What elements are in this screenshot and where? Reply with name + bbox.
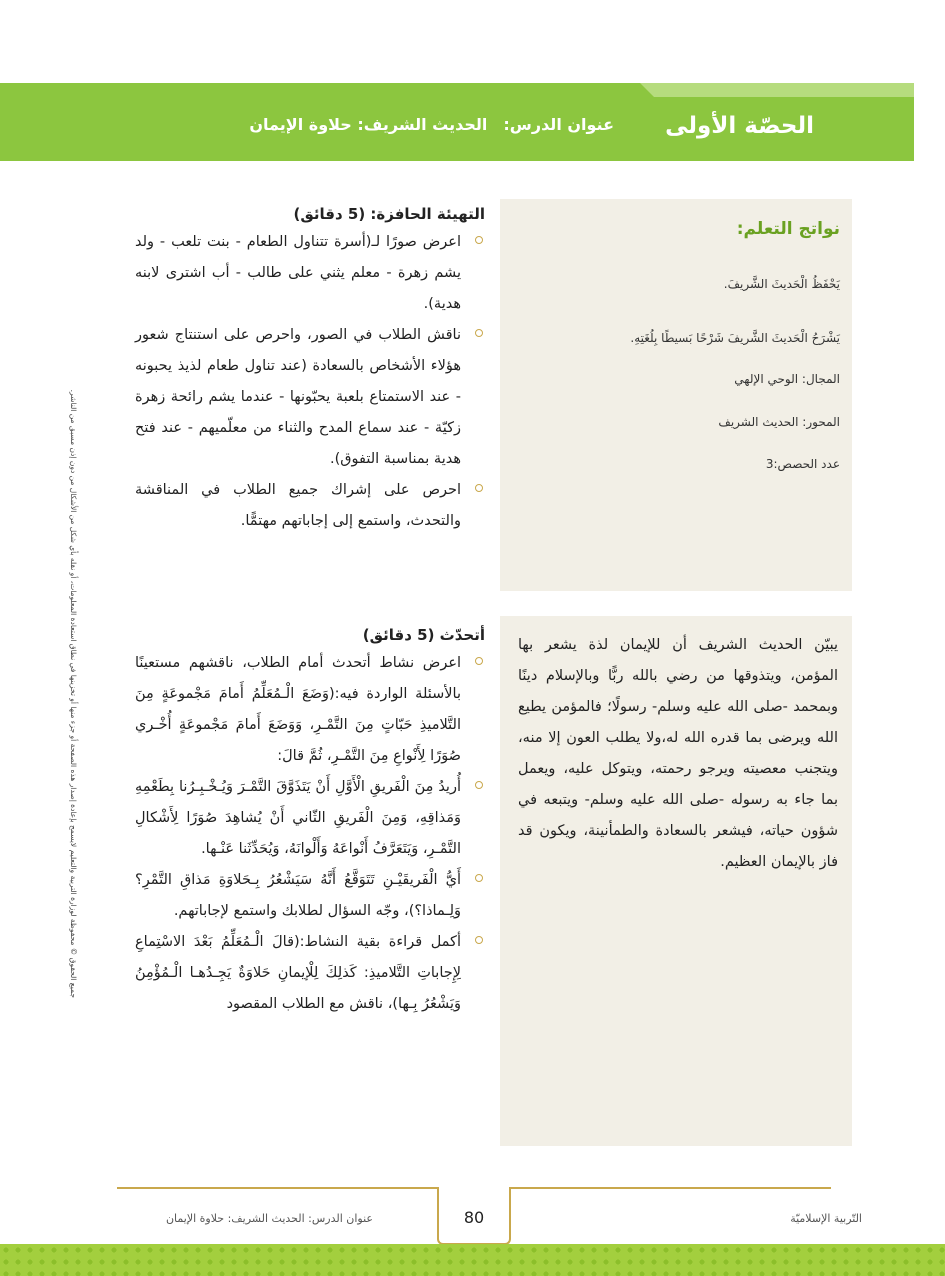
talk-list [135, 648, 485, 1020]
header-lesson [249, 115, 614, 134]
list-item [135, 227, 485, 320]
warmup-title [135, 205, 485, 223]
lesson-label: عنوان الدرس: [503, 115, 614, 134]
summary-panel [500, 616, 852, 1146]
list-item [135, 865, 485, 927]
talk-title [135, 626, 485, 644]
list-item [135, 927, 485, 1020]
list-item-text: أكمل قراءة بقية النشاط:(قالَ الْـمُعَلِّمُ بَعْدَ الاسْتِماعِ لِإِجاباتِ التَّلاميذِ: كَذلِكَ لِلْإيمانِ حَلاوَةٌ يَجِـدُهـا الْـمُؤْمِنُ وَيَشْعُرُ بِـها)، ناقش مع الطلاب المقصود [135, 934, 461, 1012]
header-notch [654, 83, 914, 97]
warmup-list [135, 227, 485, 537]
outcome-axis: المحور: الحديث الشريف [718, 415, 840, 429]
footer-lesson-title: الحديث الشريف: حلاوة الإيمان [165, 1212, 305, 1225]
talk-heading: أتحدّث [439, 626, 485, 644]
list-item-text: أَيُّ الْفَريقَيْـنِ تَتَوَقَّعُ أَنَّهُ سَيَشْعُرُ بِـحَلاوَةِ مَذاقِ التَّمْرِ؟ وَلِـماذا؟)، وجّه السؤال لطلابك واستمع لإجاباتهم. [135, 872, 461, 919]
learning-outcomes-panel [500, 199, 852, 591]
warmup-heading: التهيئة الحافزة: [370, 205, 485, 223]
list-item [135, 648, 485, 772]
talk-section [135, 626, 485, 1020]
outcome-sessions: عدد الحصص:3 [765, 457, 840, 471]
footer-subject: التّربية الإسلاميّة [790, 1212, 862, 1225]
list-item-text: ناقش الطلاب في الصور، واحرص على استنتاج شعور هؤلاء الأشخاص بالسعادة (عند تناول طعام لذيذ يحبونه - عند الاستمتاع بلعبة يحبّونها - عندما يشم رائحة زهرة زكيّة - عند سماع المدح والثناء من معلّميهم - عند فتح هدية بمناسبة التفوق). [135, 327, 461, 467]
bullet-icon [475, 874, 483, 882]
outcomes-title: نواتج التعلم: [736, 219, 840, 239]
bullet-icon [475, 484, 483, 492]
list-item [135, 475, 485, 537]
outcome-item: يَشْرَحُ الْحَديثَ الشَّريفَ شَرْحًا بَسيطًا بِلُغَتِهِ. [630, 331, 840, 345]
warmup-section [135, 205, 485, 537]
footer-rule-left [117, 1187, 439, 1189]
bullet-icon [475, 936, 483, 944]
list-item [135, 320, 485, 475]
header-band [0, 83, 914, 161]
warmup-duration: (5 دقائق) [293, 205, 366, 223]
outcome-item: يَحْفَظُ الْحَديثَ الشَّريفَ. [723, 277, 840, 291]
talk-duration: (5 دقائق) [362, 626, 435, 644]
list-item-text: احرص على إشراك جميع الطلاب في المناقشة والتحدث، واستمع إلى إجاباتهم مهتمًّا. [135, 482, 461, 529]
outcome-domain: المجال: الوحي الإلهي [734, 372, 840, 386]
lesson-title: الحديث الشريف: حلاوة الإيمان [249, 115, 488, 134]
list-item [135, 772, 485, 865]
list-item-text: أُريدُ مِنَ الْفَريقِ الْأَوَّلِ أَنْ يَتَذَوَّقَ التَّمْـرَ وَيُـخْـبِـرُنا بِطَعْمِهِ وَمَذاقِهِ، وَمِنَ الْفَريقِ الثّاني أَنْ يُشاهِدَ صُوَرًا لِأَشْكالِ التَّمْـرِ، وَيَتَعَرَّفُ أَنْواعَهُ وَأَلْوانَهُ، وَيُحَدِّثَنا عَنْـها. [135, 779, 461, 857]
bullet-icon [475, 236, 483, 244]
list-item-text: اعرض نشاط أتحدث أمام الطلاب، ناقشهم مستعينًا بالأسئلة الواردة فيه:(وَضَعَ الْـمُعَلِّمُ أَمامَ مَجْموعَةٍ مِنَ التَّلاميذِ حَبّاتٍ مِنَ التَّمْـرِ، وَوَضَعَ أَمامَ مَجْموعَةٍ أُخْـري صُوَرًا لِأَنْواعِ مِنَ التَّمْـرِ، ثُمَّ قالَ: [135, 655, 461, 764]
bullet-icon [475, 657, 483, 665]
bullet-icon [475, 781, 483, 789]
page-number: 80 [463, 1208, 485, 1227]
bullet-icon [475, 329, 483, 337]
footer-lesson-label: عنوان الدرس: [308, 1212, 373, 1225]
summary-text: يبيّن الحديث الشريف أن للإيمان لذة يشعر بها المؤمن، ويتذوقها من رضي بالله ربًّا وبالإسلام دينًا وبمحمد -صلى الله عليه وسلم- رسولًا؛ فالمؤمن يطيع الله ويرضى بما قدره الله له،ولا يطلب العون إلا منه، ويتجنب معصيته ويرجو رحمته، ويتوكل عليه، ويعمل بما جاء به رسوله -صلى الله عليه وسلم- ويتبعه في شؤون حياته، فيشعر بالسعادة والطمأنينة، ويكون قد فاز بالإيمان العظيم. [518, 637, 838, 870]
bottom-pattern-strip [0, 1244, 945, 1276]
copyright-text: جميع الحقوق © محفوظة لوزارة التربية والتعليم لايسمح بإعادة إصدار هذه الصفحة أو جزء منها أو تخزينها في نطاق استعادة المعلومات، أو نقله بأي شكل من الأشكال من دون إذن مسبق من الناشر. [69, 389, 78, 998]
copyright-note [66, 298, 80, 998]
list-item-text: اعرض صورًا لـ(أسرة تتناول الطعام - بنت تلعب - ولد يشم زهرة - معلم يثني على طالب - أب اشترى لابنه هدية). [135, 234, 461, 312]
footer-lesson [166, 1212, 373, 1225]
session-title: الحصّة الأولى [665, 113, 814, 139]
footer-rule-right [509, 1187, 831, 1189]
